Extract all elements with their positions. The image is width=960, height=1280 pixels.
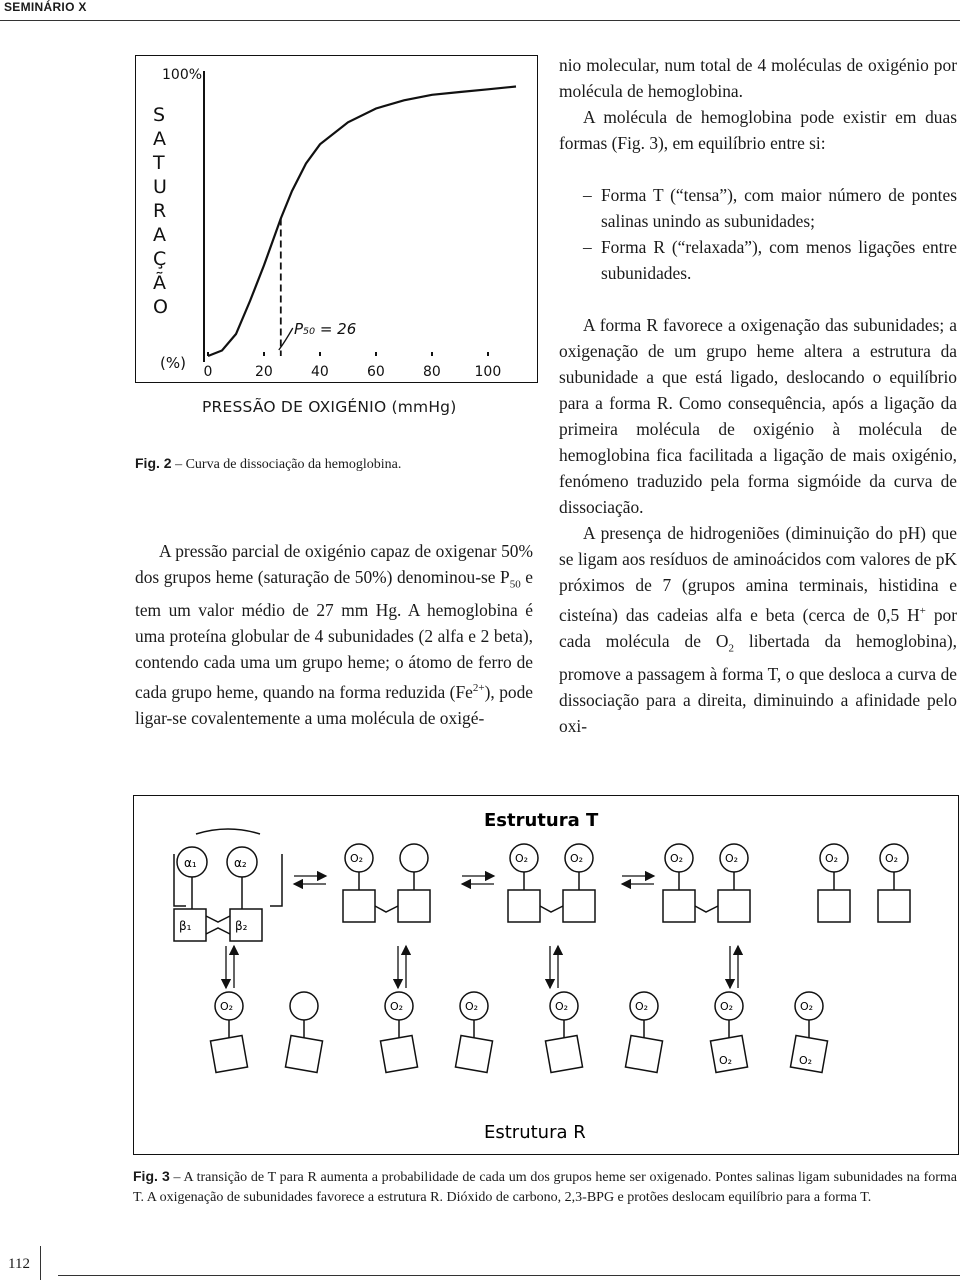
o2-label: O₂ <box>555 1000 569 1013</box>
o2-label: O₂ <box>670 852 684 865</box>
x-tick-label: 0 <box>203 364 213 380</box>
subunit-box <box>563 890 595 922</box>
o2-label: O₂ <box>719 1054 733 1067</box>
beta2-label: β₂ <box>235 919 248 933</box>
figure-2-caption-label: Fig. 2 <box>135 455 172 471</box>
figure-2 <box>135 55 538 383</box>
forms-list <box>559 182 957 286</box>
h-superscript: + <box>919 605 926 617</box>
paragraph-hydrogen-part1: A presença de hidrogeniões (diminuição do pH) que se ligam aos resíduos de aminoácidos com valores de pK próximos de 7 (grupos amina terminais, histidina e cisteína) das cadeias alfa e beta (cerca de 0,5 H <box>559 523 957 625</box>
y-axis-letter: U <box>153 176 167 198</box>
figure-2-caption-text: – Curva de dissociação da hemoglobina. <box>171 457 402 472</box>
structure-r-title: Estrutura R <box>484 1122 586 1143</box>
subunit-box <box>285 1035 322 1072</box>
heme-circle <box>290 992 318 1020</box>
alpha1-label: α₁ <box>184 856 197 870</box>
y-unit-label: (%) <box>160 354 186 372</box>
y-top-label: 100% <box>162 67 203 83</box>
page-number: 112 <box>8 1256 30 1272</box>
paragraph-hydrogen-part2: por cada molécula de O <box>559 604 957 651</box>
x-tick-label: 40 <box>311 364 329 380</box>
y-axis-letter: A <box>153 128 166 150</box>
y-axis-letter: R <box>153 200 167 222</box>
subunit-box <box>398 890 430 922</box>
subunit-box <box>545 1035 582 1072</box>
header-rule <box>0 20 960 21</box>
subunit-box <box>210 1035 247 1072</box>
salt-bridge <box>375 906 398 912</box>
y-axis-letter: A <box>153 224 166 246</box>
x-tick-label: 20 <box>255 364 273 380</box>
subunit-box <box>343 890 375 922</box>
paragraph-p50-part1: A pressão parcial de oxigénio capaz de oxigenar 50% dos grupos heme (saturação de 50%) denominou-se P <box>135 541 533 587</box>
salt-bridge <box>695 906 718 912</box>
o2-label: O₂ <box>570 852 584 865</box>
fe-superscript: 2+ <box>472 682 485 695</box>
figure-3-caption-text: – A transição de T para R aumenta a probabilidade de cada um dos grupos heme ser oxigenado. Pontes salinas ligam subunidades na forma T. A oxigenação de subunidades favorece a estrutura R. Dióxido de carbono, 2,3-BPG e protões deslocam equilíbrio para a forma T. <box>133 1170 957 1205</box>
paragraph-hydrogen-part3: libertada da hemoglobina), promove a passagem à forma T, o que desloca a curva de dissociação para a direita, diminuindo a afinidade pelo oxi- <box>559 630 957 737</box>
tetramer-t-0 <box>174 829 282 941</box>
beta1-label: β₁ <box>179 919 192 933</box>
x-tick-label: 60 <box>367 364 385 380</box>
o2-label: O₂ <box>800 1000 814 1013</box>
x-tick-label: 100 <box>474 364 502 380</box>
paragraph-p50-part2: e tem um valor médio de 27 mm Hg. A hemoglobina é uma proteína globular de 4 subunidades (2 alfa e 2 beta), contendo cada uma um grupo heme; o átomo de ferro de cada grupo heme, quando na forma reduzida (Fe <box>135 567 533 703</box>
figure-3-caption <box>133 1166 957 1208</box>
paragraph-continuation: nio molecular, num total de 4 moléculas de oxigénio por molécula de hemoglobina. <box>559 55 957 101</box>
o2-label: O₂ <box>635 1000 649 1013</box>
subunit-box <box>625 1035 662 1072</box>
o2-label: O₂ <box>885 852 899 865</box>
y-axis-letter: O <box>153 296 168 318</box>
alpha2-label: α₂ <box>234 856 247 870</box>
p50-subscript: 50 <box>509 578 521 591</box>
paragraph-r-form: A forma R favorece a oxigenação das subunidades; a oxigenação de um grupo heme altera a estrutura da subunidade a que está ligado, deslocando o equilíbrio para a forma R. Como consequência, após a ligação da primeira molécula de oxigénio à molécula de hemoglobina fica facilitada a ligação de mais oxigénio, fenómeno traduzido pela forma sigmóide da curva de dissociação. <box>559 315 957 517</box>
subunit-box <box>818 890 850 922</box>
t-to-r-transition-diagram <box>134 796 958 1154</box>
subunit-box <box>380 1035 417 1072</box>
paragraph-p50 <box>135 538 533 731</box>
subunit-box <box>878 890 910 922</box>
running-header: SEMINÁRIO X <box>4 0 87 14</box>
x-axis-title: PRESSÃO DE OXIGÉNIO (mmHg) <box>202 398 457 416</box>
o2-label: O₂ <box>799 1054 813 1067</box>
right-column <box>559 52 957 739</box>
footer-rule <box>58 1275 960 1276</box>
dissociation-curve-chart <box>136 56 537 382</box>
o2-label: O₂ <box>220 1000 234 1013</box>
o2-label: O₂ <box>465 1000 479 1013</box>
y-axis-letter: T <box>153 152 165 174</box>
o2-label: O₂ <box>350 852 364 865</box>
y-axis-letter: S <box>153 104 166 126</box>
left-column <box>135 538 533 731</box>
o2-label: O₂ <box>720 1000 734 1013</box>
y-axis-letter: Ã <box>153 272 166 294</box>
saturation-curve <box>208 87 516 357</box>
salt-bridge <box>540 906 563 912</box>
figure-2-caption <box>135 453 555 475</box>
list-item: – Forma R (“relaxada”), com menos ligações entre subunidades. <box>559 234 957 286</box>
figure-3-caption-label: Fig. 3 <box>133 1168 170 1184</box>
p50-annotation: P₅₀ = 26 <box>294 320 357 338</box>
o2-label: O₂ <box>725 852 739 865</box>
list-item: – Forma T (“tensa”), com maior número de pontes salinas unindo as subunidades; <box>559 182 957 234</box>
heme-circle <box>400 844 428 872</box>
o2-label: O₂ <box>825 852 839 865</box>
subunit-box <box>508 890 540 922</box>
paragraph-p50-part3: ), pode ligar-se covalentemente a uma molécula de oxigé- <box>135 682 534 729</box>
paragraph-hydrogen <box>559 520 957 739</box>
subunit-box <box>663 890 695 922</box>
y-axis-letter: Ç <box>153 248 167 270</box>
figure-3 <box>133 795 959 1155</box>
subunit-box <box>455 1035 492 1072</box>
o2-label: O₂ <box>390 1000 404 1013</box>
structure-t-title: Estrutura T <box>484 810 599 831</box>
x-tick-label: 80 <box>423 364 441 380</box>
subunit-box <box>718 890 750 922</box>
o2-subscript: 2 <box>728 642 734 655</box>
o2-label: O₂ <box>515 852 529 865</box>
paragraph-two-forms: A molécula de hemoglobina pode existir em duas formas (Fig. 3), em equilíbrio entre si: <box>559 107 957 153</box>
